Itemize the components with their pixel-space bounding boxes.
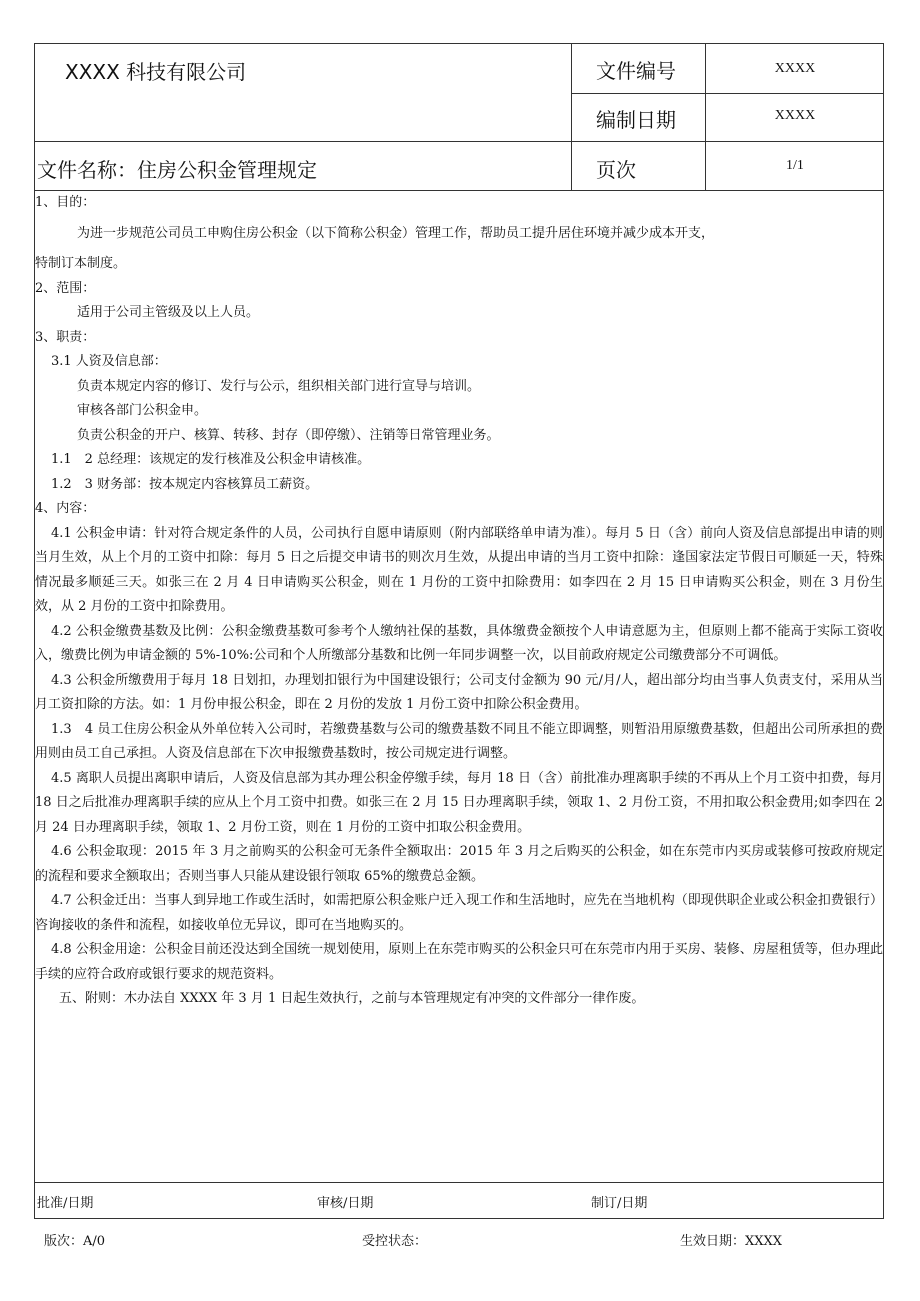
header-divider	[571, 93, 883, 94]
header-divider	[571, 44, 572, 190]
paragraph: 特制订本制度。	[35, 256, 127, 271]
page-value: 1/1	[786, 158, 804, 173]
document-body	[35, 191, 885, 1012]
prepare-signature: 制订/日期	[591, 1196, 648, 1211]
paragraph: 4.6 公积金取现：2015 年 3 月之前购买的公积金可无条件全额取出：2015 年 3 月之后购买的公积金，如在东莞市内买房或装修可按政府规定的流程和要求全额取出；否则当事人只能从建设银行领取 65%的缴费总金额。	[35, 844, 883, 884]
company-name: XXXX 科技有限公司	[65, 60, 247, 84]
paragraph: 4.3 公积金所缴费用于每月 18 日划扣，办理划扣银行为中国建设银行；公司支付金额为 90 元/月/人，超出部分均由当事人负责支付，采用从当月工资扣除的方法。如：1 月份申报公积金，即在 2 月份的发放 1 月份工资中扣除公积金费用。	[35, 672, 883, 712]
document-frame	[34, 43, 884, 1219]
effective-date-text: 生效日期：XXXX	[680, 1234, 783, 1249]
paragraph: 1.2 3 财务部：按本规定内容核算员工薪资。	[51, 476, 319, 492]
header-divider	[35, 141, 883, 142]
date-label: 编制日期	[596, 108, 676, 132]
date-value: XXXX	[774, 108, 816, 123]
review-signature: 审核/日期	[317, 1196, 374, 1211]
section-title: 4、内容：	[35, 501, 96, 516]
approve-signature: 批准/日期	[37, 1196, 94, 1211]
paragraph: 负责本规定内容的修订、发行与公示，组织相关部门进行宣导与培训。	[77, 378, 481, 394]
paragraph: 4.1 公积金申请：针对符合规定条件的人员，公司执行自愿申请原则（附内部联络单申请为准）。每月 5 日（含）前向人资及信息部提出申请的则当月生效，从上个月的工资中扣除：每月 5 日之后提交申请书的则次月生效，从提出申请的当月工资中扣除：逢国家法定节假日可顺延一天，特殊情况最多顺延三天。如张三在 2 月 4 日申请购买公积金，则在 1 月份的工资中扣除费用：如李四在 2 月 15 日申请购买公积金，则在 3 月份生效，从 2 月份的工资中扣除费用。	[35, 525, 883, 614]
doc-number-value: XXXX	[774, 61, 816, 76]
paragraph: 4.8 公积金用途：公积金目前还没达到全国统一规划使用，原则上在东莞市购买的公积金只可在东莞市内用于买房、装修、房屋租赁等，但办理此手续的应符合政府或银行要求的规范资料。	[35, 942, 883, 982]
section-title: 2、范围：	[35, 280, 96, 296]
section-title: 1、目的：	[35, 195, 96, 210]
document-name: 文件名称：住房公积金管理规定	[37, 158, 317, 182]
paragraph: 负责公积金的开户、核算、转移、封存（即停缴）、注销等日常管理业务。	[77, 427, 500, 443]
paragraph: 4.5 离职人员提出离职申请后，人资及信息部为其办理公积金停缴手续，每月 18 日（含）前批准办理离职手续的不再从上个月工资中扣费，每月 18 日之后批准办理离职手续的应从上个月工资中扣费。如张三在 2 月 15 日办理离职手续，领取 1、2 月份工资，不用扣取公积金费用;如李四在 2 月 24 日办理离职手续，领取 1、2 月份工资，则在 1 月份的工资中扣取公积金费用。	[35, 770, 883, 835]
signature-divider	[35, 1182, 883, 1183]
paragraph: 4.2 公积金缴费基数及比例：公积金缴费基数可参考个人缴纳社保的基数，具体缴费金额按个人申请意愿为主，但原则上都不能高于实际工资收入，缴费比例为申请金额的 5%-10%:公司和个人所缴部分基数和比例一年同步调整一次，以目前政府规定公司缴费部分不可调低。	[35, 623, 883, 663]
paragraph: 为进一步规范公司员工申购住房公积金（以下简称公积金）管理工作，帮助员工提升居住环境并减少成本开支，	[77, 225, 715, 241]
paragraph: 审核各部门公积金申。	[77, 403, 208, 418]
paragraph: 1.1 2 总经理：该规定的发行核准及公积金申请核准。	[51, 452, 371, 467]
control-status-text: 受控状态：	[362, 1234, 428, 1249]
paragraph: 五、附则：木办法自 XXXX 年 3 月 1 日起生效执行，之前与本管理规定有冲突的文件部分一律作废。	[59, 991, 645, 1006]
subsection-title: 3.1 人资及信息部：	[51, 354, 167, 369]
doc-number-label: 文件编号	[596, 59, 676, 83]
page-label: 页次	[596, 158, 636, 182]
version-text: 版次：A/0	[44, 1234, 106, 1249]
paragraph: 适用于公司主管级及以上人员。	[77, 305, 260, 320]
paragraph: 4.7 公积金迁出：当事人到异地工作或生活时，如需把原公积金账户迁入现工作和生活地时，应先在当地机构（即现供职企业或公积金扣费银行）咨询接收的条件和流程，如接收单位无异议，即可在当地购买的。	[35, 893, 883, 933]
paragraph: 1.3 4 员工住房公积金从外单位转入公司时，若缴费基数与公司的缴费基数不同且不能立即调整，则暂沿用原缴费基数，但超出公司所承担的费用则由员工自己承担。人资及信息部在下次申报缴费基数时，按公司规定进行调整。	[35, 721, 883, 761]
section-title: 3、职责：	[35, 329, 96, 345]
